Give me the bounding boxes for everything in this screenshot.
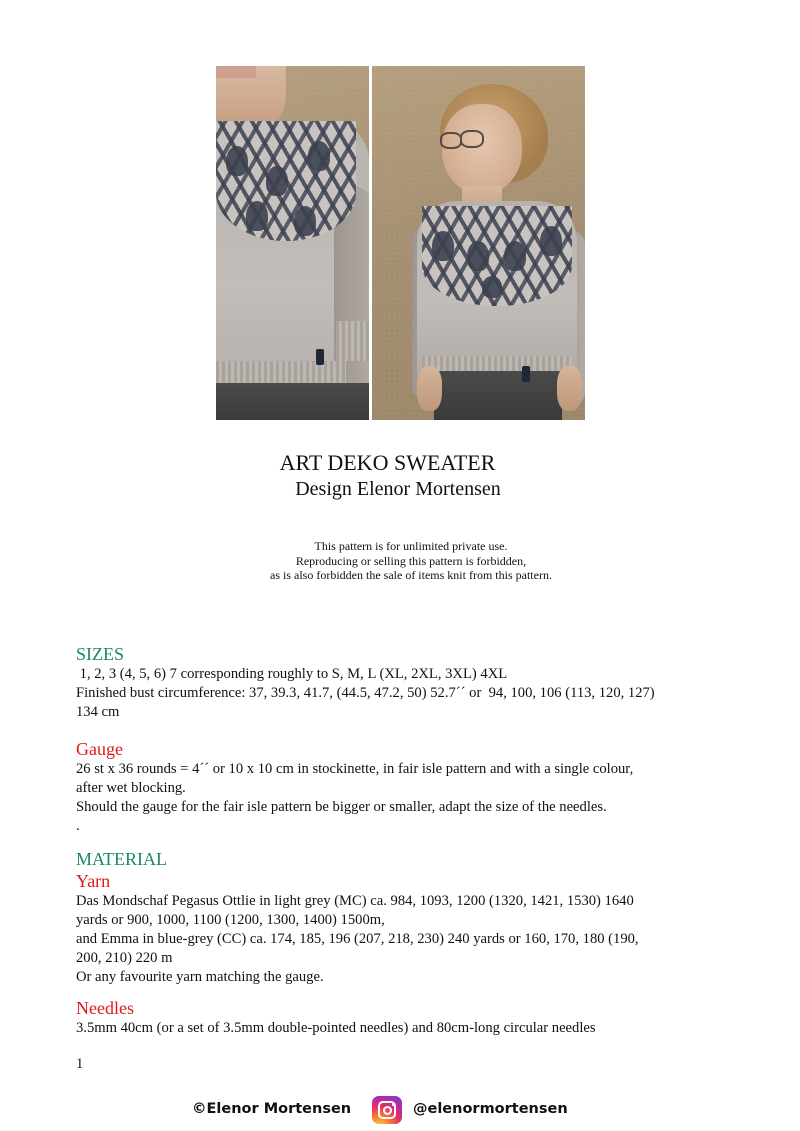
- bust-line-cont: 134 cm: [76, 704, 120, 720]
- footer: [0, 1096, 800, 1124]
- designer-line-text: Design Elenor Mortensen: [295, 478, 501, 500]
- gauge-line: Should the gauge for the fair isle pattern be bigger or smaller, adapt the size of the needles.: [76, 799, 607, 815]
- gauge-heading: Gauge: [76, 739, 123, 759]
- sizes-section: [76, 643, 726, 722]
- sizes-line: 1, 2, 3 (4, 5, 6) 7 corresponding roughly to S, M, L (XL, 2XL, 3XL) 4XL: [76, 666, 508, 682]
- designer-line: [0, 477, 800, 501]
- yarn-line: and Emma in blue-grey (CC) ca. 174, 185, 196 (207, 218, 230) 240 yards or 160, 170, 180 (190,: [76, 931, 639, 947]
- photo-right-panel: [372, 66, 585, 420]
- notice-line: Reproducing or selling this pattern is forbidden,: [295, 553, 527, 568]
- needles-line: 3.5mm 40cm (or a set of 3.5mm double-pointed needles) and 80cm-long circular needles: [76, 1020, 596, 1036]
- yarn-line: yards or 900, 1000, 1100 (1200, 1300, 1400) 1500m,: [76, 912, 385, 928]
- copyright-text: ©Elenor Mortensen: [192, 1101, 352, 1117]
- notice-line: as is also forbidden the sale of items knit from this pattern.: [270, 568, 552, 582]
- yarn-line: Or any favourite yarn matching the gauge.: [76, 969, 324, 985]
- instagram-handle: @elenormortensen: [413, 1101, 568, 1117]
- gauge-line: after wet blocking.: [76, 780, 186, 796]
- yarn-heading: Yarn: [76, 871, 111, 891]
- material-heading: MATERIAL: [76, 849, 167, 869]
- usage-notice: [0, 539, 800, 583]
- bust-line: Finished bust circumference: 37, 39.3, 41.7, (44.5, 47.2, 50) 52.7´´ or 94, 100, 106 (113, 120, 127): [76, 685, 655, 701]
- notice-line: This pattern is for unlimited private use.: [314, 539, 508, 553]
- yarn-line: 200, 210) 220 m: [76, 950, 173, 966]
- page-number: 1: [76, 1056, 84, 1072]
- gauge-section: [76, 738, 726, 836]
- cover-photo: [216, 66, 585, 420]
- gauge-line: .: [76, 818, 80, 834]
- material-section: [76, 848, 726, 1038]
- yarn-line: Das Mondschaf Pegasus Ottlie in light grey (MC) ca. 984, 1093, 1200 (1320, 1421, 1530) 1640: [76, 893, 634, 909]
- photo-left-panel: [216, 66, 369, 420]
- gauge-line: 26 st x 36 rounds = 4´´ or 10 x 10 cm in stockinette, in fair isle pattern and with a single colour,: [76, 761, 634, 777]
- sizes-heading: SIZES: [76, 644, 125, 664]
- pattern-title: [0, 450, 800, 476]
- pattern-title-text: ART DEKO SWEATER: [279, 450, 496, 475]
- needles-heading: Needles: [76, 998, 134, 1018]
- instagram-icon: [372, 1096, 402, 1124]
